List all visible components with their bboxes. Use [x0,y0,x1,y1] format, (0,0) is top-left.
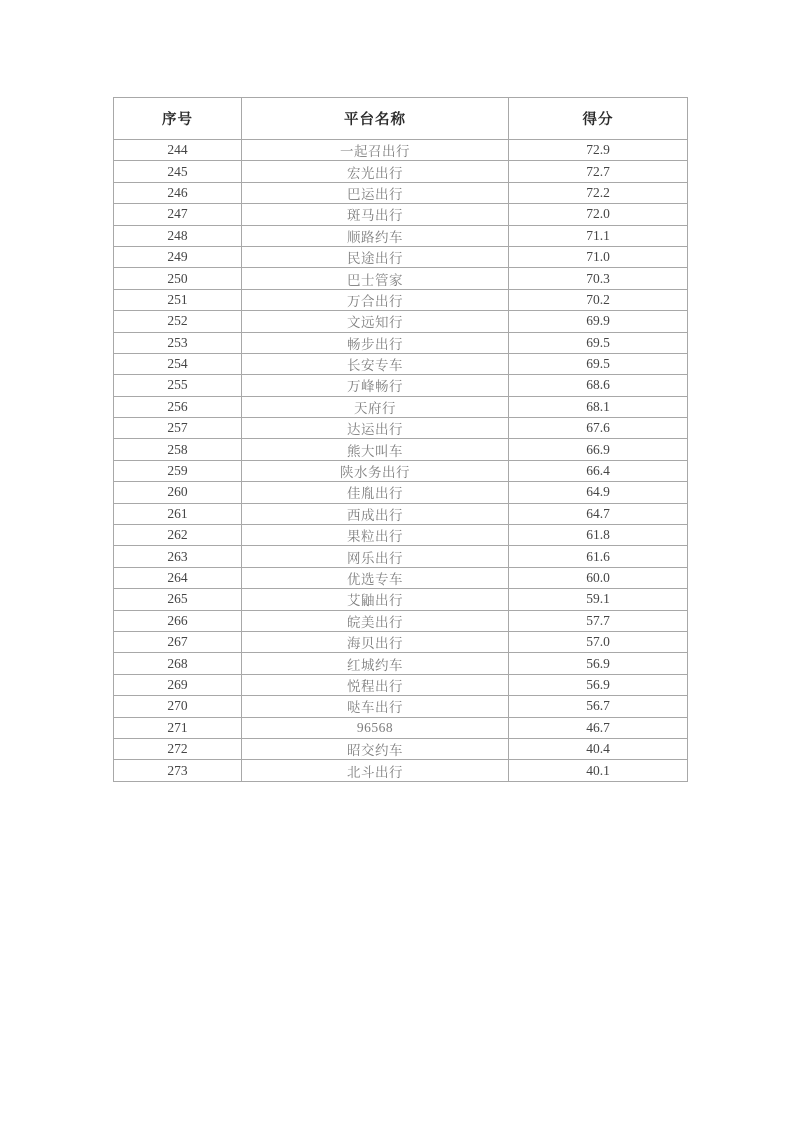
cell-index: 273 [114,760,242,781]
table-row [114,268,688,289]
cell-index: 270 [114,696,242,717]
cell-index: 267 [114,631,242,652]
table-row [114,503,688,524]
cell-index: 254 [114,353,242,374]
cell-index: 244 [114,140,242,161]
table-row [114,353,688,374]
col-header-index: 序号 [114,98,242,140]
cell-score: 40.1 [509,760,688,781]
cell-index: 266 [114,610,242,631]
cell-score: 66.4 [509,460,688,481]
cell-score: 72.2 [509,182,688,203]
cell-platform: 斑马出行 [242,204,509,225]
cell-score: 68.1 [509,396,688,417]
table-row [114,289,688,310]
cell-index: 256 [114,396,242,417]
cell-platform: 巴运出行 [242,182,509,203]
cell-index: 260 [114,482,242,503]
cell-index: 257 [114,418,242,439]
cell-platform: 佳胤出行 [242,482,509,503]
cell-platform: 畅步出行 [242,332,509,353]
cell-platform: 熊大叫车 [242,439,509,460]
table-row [114,161,688,182]
cell-score: 69.5 [509,353,688,374]
platform-score-table [113,97,688,782]
table-row [114,182,688,203]
cell-index: 248 [114,225,242,246]
table-row [114,717,688,738]
cell-index: 269 [114,674,242,695]
cell-score: 64.9 [509,482,688,503]
table-row [114,140,688,161]
cell-score: 56.9 [509,674,688,695]
cell-score: 46.7 [509,717,688,738]
cell-platform: 艾鼬出行 [242,589,509,610]
cell-platform: 96568 [242,717,509,738]
col-header-platform: 平台名称 [242,98,509,140]
cell-platform: 天府行 [242,396,509,417]
cell-platform: 红城约车 [242,653,509,674]
cell-platform: 果粒出行 [242,525,509,546]
cell-score: 57.7 [509,610,688,631]
table-row [114,631,688,652]
cell-platform: 哒车出行 [242,696,509,717]
cell-platform: 陕水务出行 [242,460,509,481]
cell-index: 264 [114,567,242,588]
cell-score: 56.9 [509,653,688,674]
cell-index: 250 [114,268,242,289]
cell-score: 71.1 [509,225,688,246]
cell-score: 59.1 [509,589,688,610]
cell-score: 72.0 [509,204,688,225]
cell-platform: 昭交约车 [242,738,509,759]
table-row [114,204,688,225]
cell-platform: 西成出行 [242,503,509,524]
cell-index: 268 [114,653,242,674]
cell-score: 69.9 [509,311,688,332]
table-row [114,674,688,695]
table-row [114,546,688,567]
cell-index: 263 [114,546,242,567]
cell-score: 70.3 [509,268,688,289]
cell-index: 252 [114,311,242,332]
table-row [114,653,688,674]
cell-score: 60.0 [509,567,688,588]
cell-platform: 达运出行 [242,418,509,439]
cell-platform: 皖美出行 [242,610,509,631]
cell-index: 247 [114,204,242,225]
table-row [114,760,688,781]
cell-platform: 悦程出行 [242,674,509,695]
col-header-score: 得分 [509,98,688,140]
cell-score: 71.0 [509,246,688,267]
table-row [114,246,688,267]
cell-score: 56.7 [509,696,688,717]
cell-index: 265 [114,589,242,610]
cell-index: 261 [114,503,242,524]
cell-index: 255 [114,375,242,396]
cell-platform: 顺路约车 [242,225,509,246]
cell-platform: 网乐出行 [242,546,509,567]
cell-score: 57.0 [509,631,688,652]
header-row [114,98,688,140]
cell-index: 258 [114,439,242,460]
cell-index: 253 [114,332,242,353]
cell-score: 40.4 [509,738,688,759]
cell-platform: 一起召出行 [242,140,509,161]
cell-score: 64.7 [509,503,688,524]
cell-index: 259 [114,460,242,481]
table-row [114,738,688,759]
cell-platform: 万合出行 [242,289,509,310]
cell-score: 70.2 [509,289,688,310]
cell-index: 262 [114,525,242,546]
cell-platform: 民途出行 [242,246,509,267]
cell-platform: 文远知行 [242,311,509,332]
table-header [114,98,688,140]
cell-index: 271 [114,717,242,738]
cell-score: 61.6 [509,546,688,567]
cell-platform: 万峰畅行 [242,375,509,396]
table-row [114,418,688,439]
table-row [114,225,688,246]
cell-score: 68.6 [509,375,688,396]
cell-index: 245 [114,161,242,182]
table-row [114,439,688,460]
cell-platform: 北斗出行 [242,760,509,781]
cell-score: 69.5 [509,332,688,353]
table-row [114,332,688,353]
table-row [114,525,688,546]
cell-score: 72.9 [509,140,688,161]
cell-score: 61.8 [509,525,688,546]
table-body [114,140,688,782]
cell-platform: 优选专车 [242,567,509,588]
cell-index: 249 [114,246,242,267]
cell-score: 72.7 [509,161,688,182]
table-row [114,375,688,396]
cell-platform: 海贝出行 [242,631,509,652]
cell-platform: 巴士管家 [242,268,509,289]
cell-index: 251 [114,289,242,310]
cell-index: 272 [114,738,242,759]
table-row [114,482,688,503]
table-row [114,567,688,588]
cell-score: 67.6 [509,418,688,439]
table-row [114,589,688,610]
table-row [114,696,688,717]
table-row [114,610,688,631]
table-row [114,396,688,417]
cell-platform: 宏光出行 [242,161,509,182]
table-row [114,460,688,481]
cell-platform: 长安专车 [242,353,509,374]
cell-index: 246 [114,182,242,203]
cell-score: 66.9 [509,439,688,460]
table-row [114,311,688,332]
